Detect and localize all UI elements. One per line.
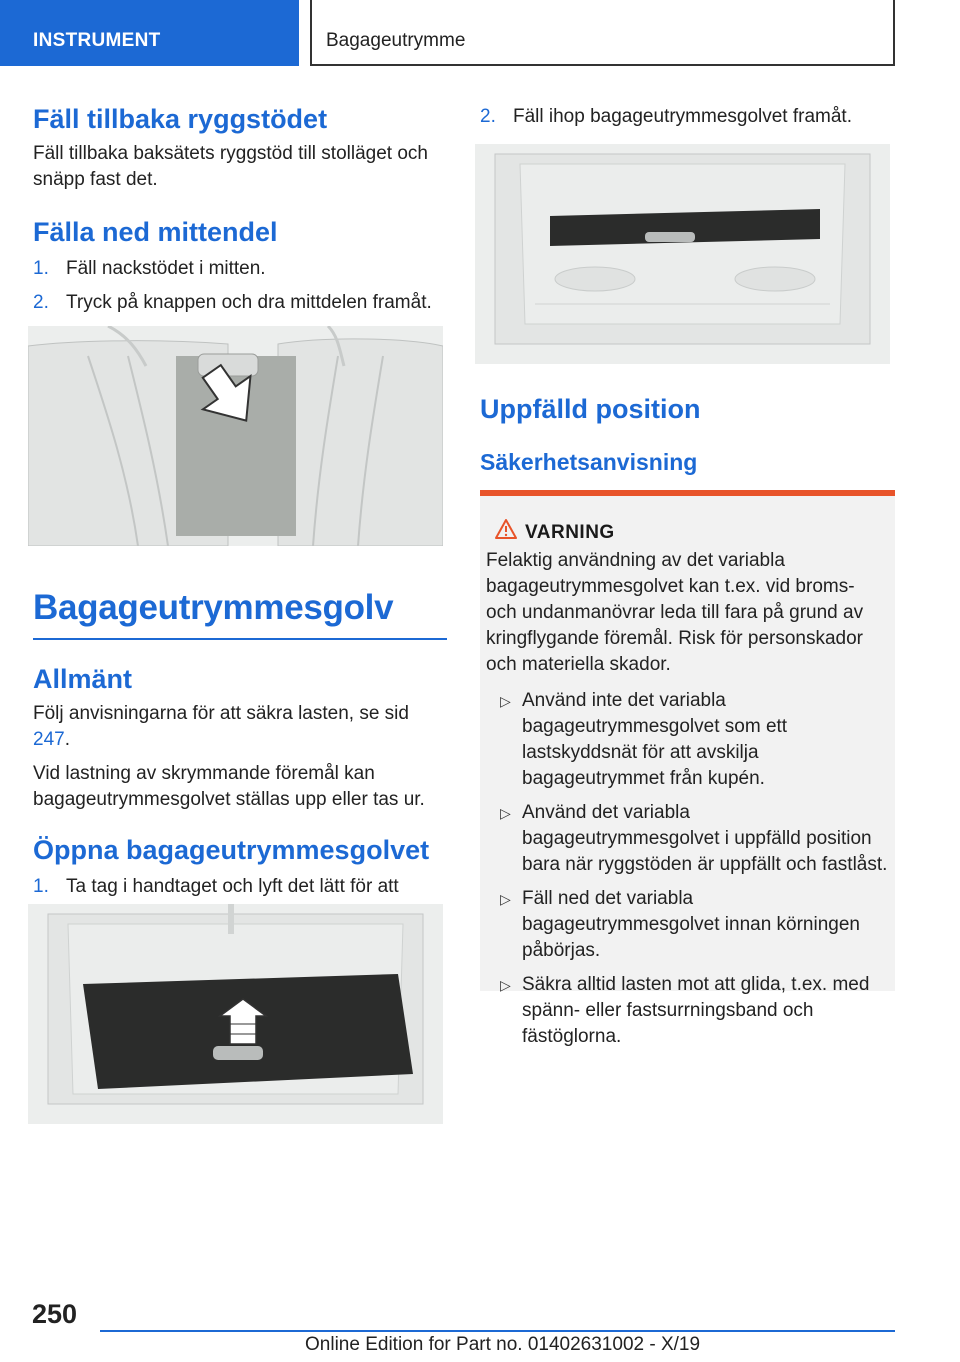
warning-triangle-icon xyxy=(494,518,518,540)
warning-text: Felaktig användning av det variabla bagageutrymmesgolvet kan t.ex. vid broms- och undanmanövrar leda till fara på grund av kringflygande föremål. Risk för personskador och materiella skador. xyxy=(486,550,864,675)
list-item xyxy=(486,800,890,878)
heading-mittendel: Fälla ned mittendel xyxy=(33,217,278,247)
bullet-text: Använd inte det variabla bagageutrymmesgolvet som ett lastskyddsnät för att avskilja bagageutrymmet från kupén. xyxy=(522,690,788,789)
step-number: 1. xyxy=(33,258,49,279)
heading-allmant: Allmänt xyxy=(33,664,133,694)
trunk-open-illustration xyxy=(28,904,443,1124)
list-item xyxy=(480,104,895,130)
figure-trunk-folded xyxy=(475,144,890,364)
section-label: INSTRUMENT xyxy=(33,30,161,51)
warning-title: VARNING xyxy=(525,522,615,543)
step-number: 2. xyxy=(480,106,496,127)
heading-oppna: Öppna bagageutrymmesgolvet xyxy=(33,835,430,865)
page-reference-link[interactable]: 247 xyxy=(33,729,65,750)
figure-trunk-open xyxy=(28,904,443,1124)
footer-edition: Online Edition for Part no. 01402631002 - X/19 xyxy=(305,1334,701,1355)
step-text: Fäll nackstödet i mitten. xyxy=(66,258,266,279)
right-column-top xyxy=(480,104,895,130)
bullet-text: Säkra alltid lasten mot att glida, t.ex. med spänn- eller fastsurrningsband och fästöglorna. xyxy=(522,974,870,1047)
heading-fall-tillbaka: Fäll tillbaka ryggstödet xyxy=(33,104,328,134)
step-number: 1. xyxy=(33,876,49,897)
chapter-title-rule xyxy=(33,638,447,640)
triangle-bullet-icon: ▷ xyxy=(500,977,511,993)
step-text: Fäll ihop bagageutrymmesgolvet framåt. xyxy=(513,106,852,127)
list-item xyxy=(486,886,890,964)
list-item xyxy=(33,256,448,282)
step-number: 2. xyxy=(33,292,49,313)
triangle-bullet-icon: ▷ xyxy=(500,805,511,821)
paragraph-allmant-2: Vid lastning av skrymmande föremål kan bagageutrymmesgolvet ställas upp eller tas ur. xyxy=(33,763,425,810)
paragraph-fall-tillbaka: Fäll tillbaka baksätets ryggstöd till stolläget och snäpp fast det. xyxy=(33,143,428,190)
section-tab xyxy=(0,0,299,66)
heading-sakerhet: Säkerhetsanvisning xyxy=(480,449,698,475)
rear-seat-illustration xyxy=(28,326,443,546)
left-column xyxy=(33,104,448,316)
paragraph-allmant-1 xyxy=(33,701,448,753)
list-item xyxy=(486,688,890,792)
chapter-header-title: Bagageutrymme xyxy=(326,30,466,51)
step-text: Tryck på knappen och dra mittdelen framåt. xyxy=(66,292,432,313)
list-item xyxy=(486,972,890,1050)
trunk-folded-illustration xyxy=(475,144,890,364)
chapter-section xyxy=(33,588,448,926)
paragraph-text: Följ anvisningarna för att säkra lasten, se sid xyxy=(33,703,409,724)
footer-rule xyxy=(100,1330,895,1332)
step-text: Ta tag i handtaget och lyft det lätt för att xyxy=(66,876,399,897)
bullet-text: Använd det variabla bagageutrymmesgolvet i uppfälld position bara när ryggstöden är uppfällt och fastlåst. xyxy=(522,802,888,875)
page-number: 250 xyxy=(32,1299,78,1329)
chapter-header xyxy=(310,0,895,66)
chapter-title: Bagageutrymmesgolv xyxy=(33,588,394,627)
figure-rear-seat xyxy=(28,326,443,546)
warning-body xyxy=(486,548,890,1050)
bullet-text: Fäll ned det variabla bagageutrymmesgolvet innan körningen påbörjas. xyxy=(522,888,860,961)
triangle-bullet-icon: ▷ xyxy=(500,891,511,907)
list-item xyxy=(33,290,448,316)
triangle-bullet-icon: ▷ xyxy=(500,693,511,709)
right-column-headings xyxy=(480,394,895,476)
paragraph-text: . xyxy=(64,729,70,750)
mittendel-steps xyxy=(33,256,448,316)
warning-box xyxy=(480,490,895,1047)
heading-uppfalld: Uppfälld position xyxy=(480,394,701,424)
